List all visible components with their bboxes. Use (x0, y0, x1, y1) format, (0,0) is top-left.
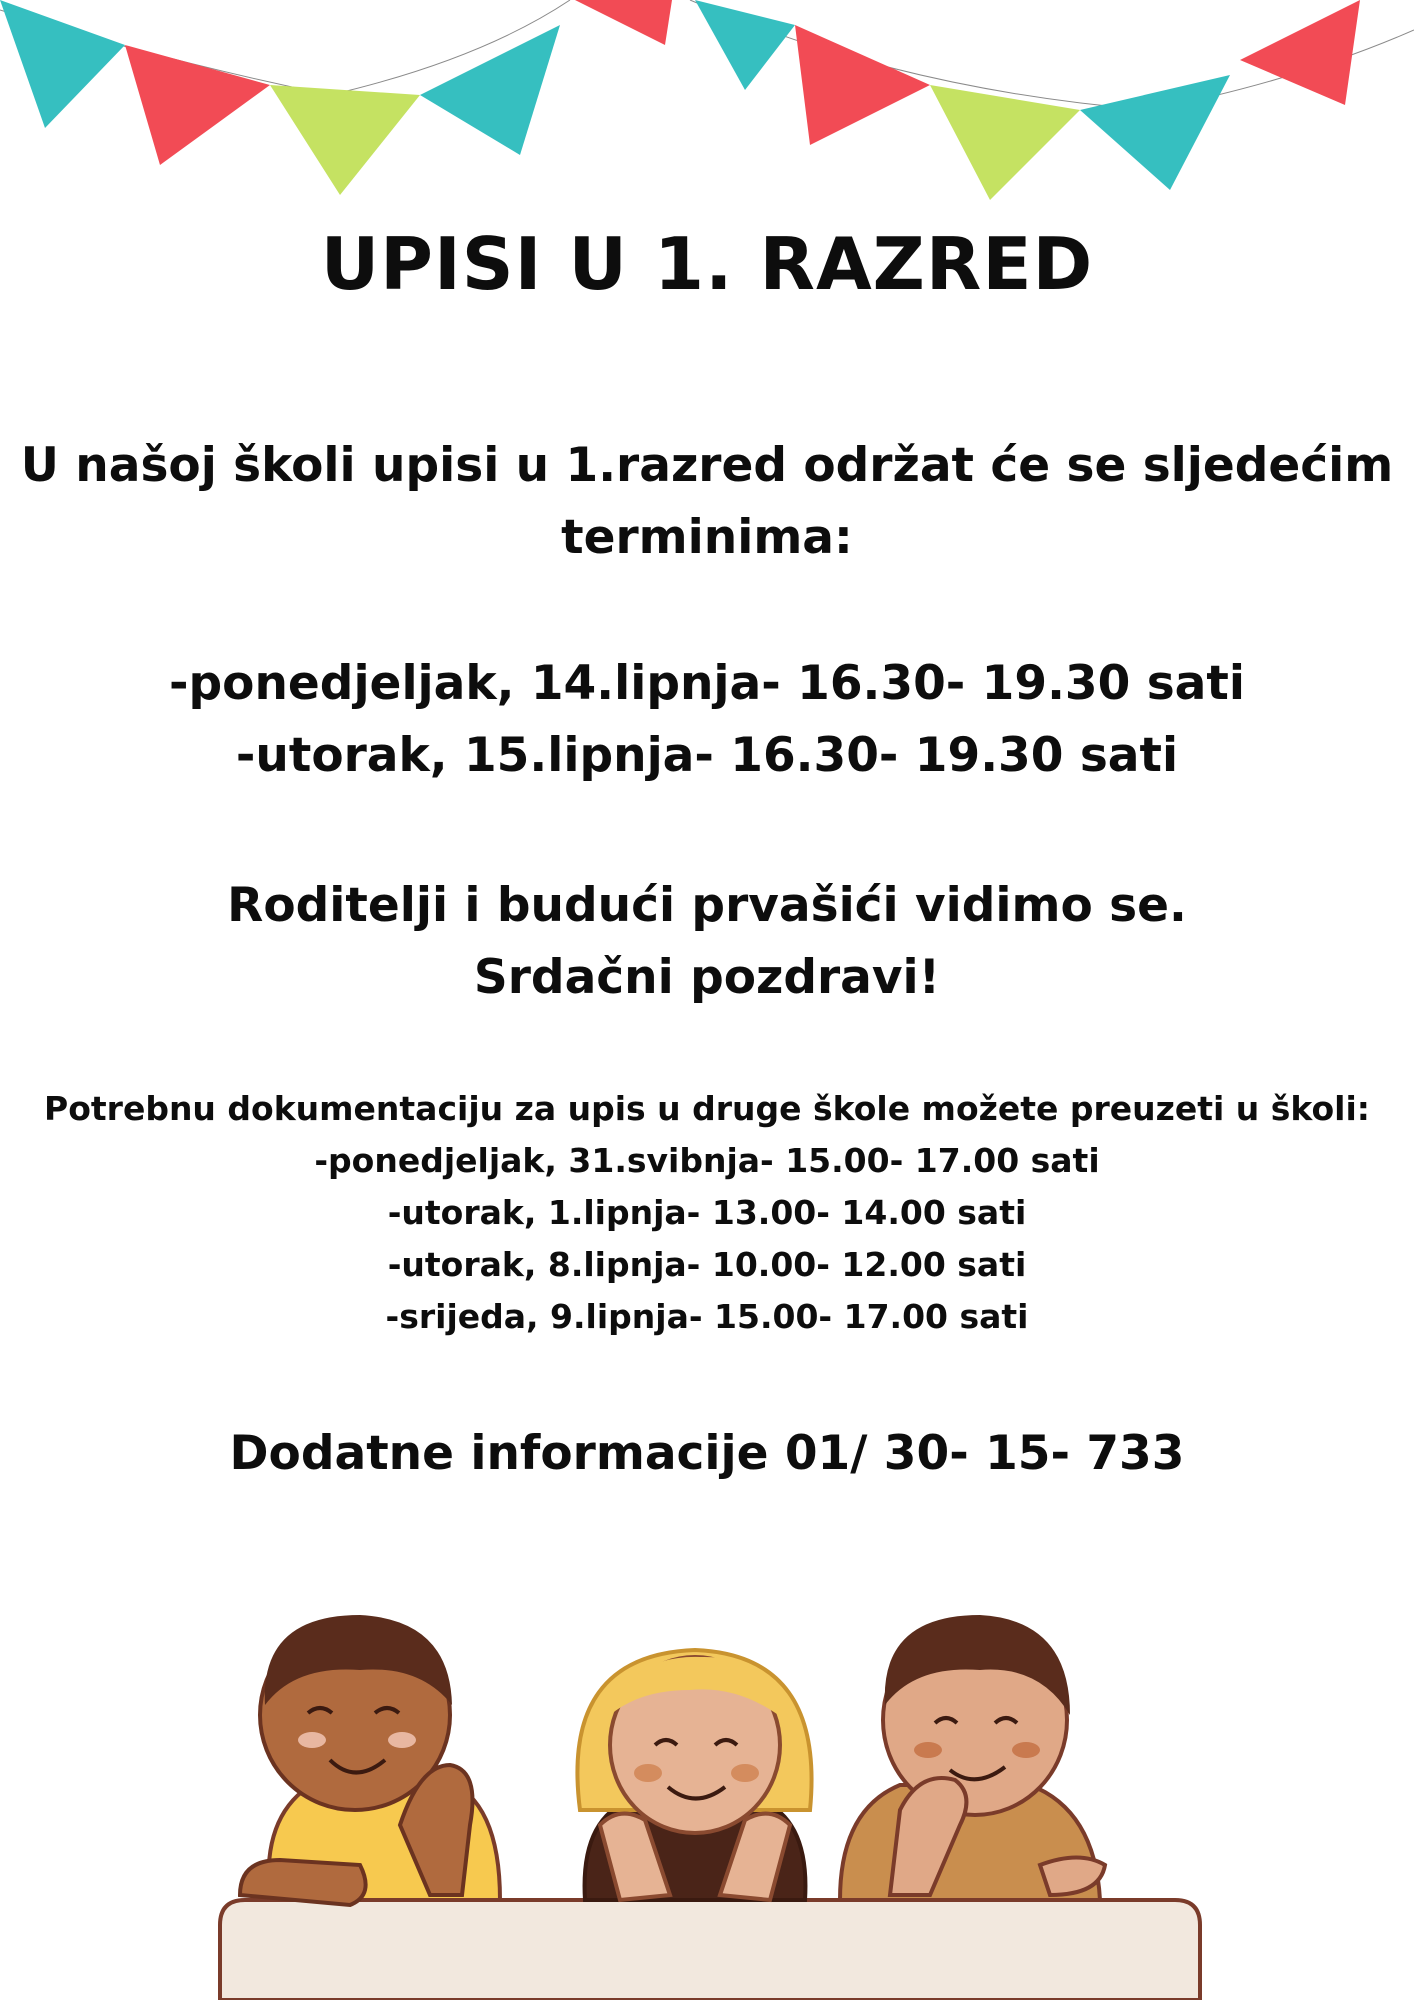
enrollment-dates (0, 648, 1414, 792)
documentation-heading: Potrebnu dokumentaciju za upis u druge škole možete preuzeti u školi: (44, 1089, 1370, 1128)
flag-red-4 (1240, 0, 1360, 105)
greeting (0, 870, 1414, 1014)
flag-lime-2 (930, 85, 1080, 200)
kid-left (240, 1615, 500, 1905)
flag-teal-1 (0, 0, 125, 128)
flag-teal-4 (1080, 75, 1230, 190)
intro-line-1: U našoj školi upisi u 1.razred održat će se sljedećim (20, 438, 1394, 493)
documentation-date-1: -ponedjeljak, 31.svibnja- 15.00- 17.00 sati (314, 1141, 1100, 1180)
table (220, 1900, 1200, 2000)
kid-middle (577, 1650, 811, 1900)
children-illustration (200, 1595, 1220, 2000)
greeting-line-1: Roditelji i budući prvašići vidimo se. (227, 878, 1187, 933)
kid-right (840, 1615, 1105, 1900)
documentation-date-3: -utorak, 8.lipnja- 10.00- 12.00 sati (387, 1245, 1027, 1284)
flag-teal-3 (695, 0, 795, 90)
page-title: UPISI U 1. RAZRED (320, 222, 1094, 306)
documentation-date-4: -srijeda, 9.lipnja- 15.00- 17.00 sati (385, 1297, 1029, 1336)
intro-text (0, 430, 1414, 574)
contact-info: Dodatne informacije 01/ 30- 15- 733 (229, 1426, 1185, 1481)
enrollment-date-2: -utorak, 15.lipnja- 16.30- 19.30 sati (235, 728, 1179, 783)
flag-red-3 (795, 25, 930, 145)
flag-teal-2 (420, 25, 560, 155)
documentation-section (0, 1083, 1414, 1343)
bunting-decoration (0, 0, 1414, 200)
flag-lime-1 (270, 85, 420, 195)
flag-red-1 (125, 45, 270, 165)
documentation-date-2: -utorak, 1.lipnja- 13.00- 14.00 sati (387, 1193, 1027, 1232)
flag-red-2 (575, 0, 672, 45)
intro-line-2: terminima: (561, 510, 853, 565)
enrollment-date-1: -ponedjeljak, 14.lipnja- 16.30- 19.30 sati (169, 656, 1245, 711)
greeting-line-2: Srdačni pozdravi! (473, 950, 941, 1005)
